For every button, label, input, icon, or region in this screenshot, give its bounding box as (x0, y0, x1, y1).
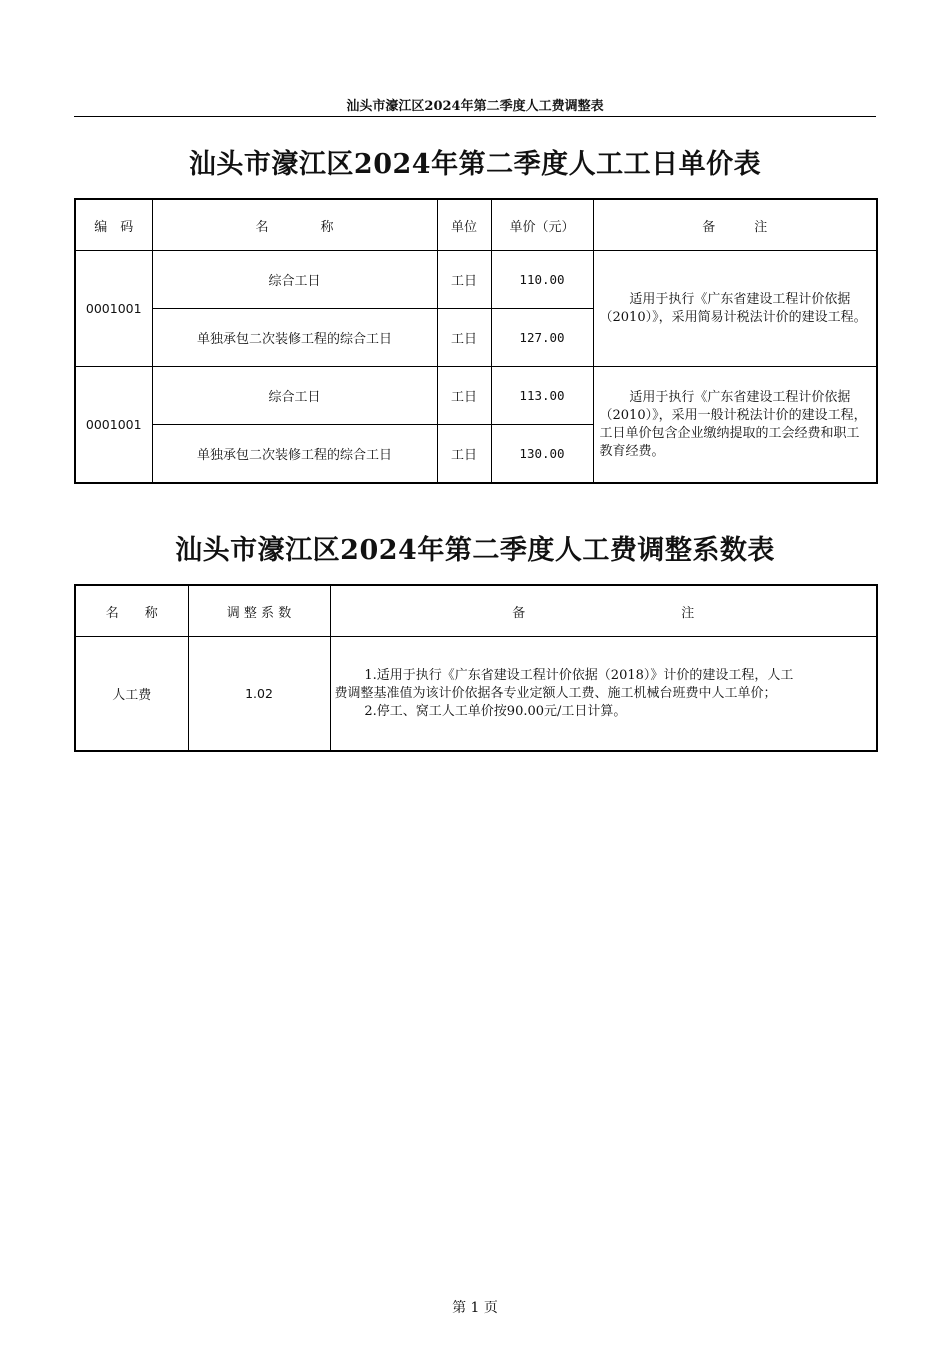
remark-cell (593, 251, 877, 367)
coefficient-cell: 1.02 (188, 637, 330, 752)
header-name: 名 称 (152, 199, 437, 251)
header-coefficient: 调 整 系 数 (188, 585, 330, 637)
header-unit: 单位 (437, 199, 491, 251)
table-header-row (75, 199, 877, 251)
remark-text: 适用于执行《广东省建设工程计价依据（2010）》，采用简易计税法计价的建设工程。 (599, 291, 867, 325)
code-cell: 0001001 (75, 367, 152, 484)
price-cell: 113.00 (491, 367, 593, 425)
table-row (75, 637, 877, 752)
remark-cell (330, 637, 877, 752)
name-cell: 综合工日 (152, 251, 437, 309)
header-code: 编 码 (75, 199, 152, 251)
page-number: 第 1 页 (452, 1300, 498, 1316)
price-cell: 127.00 (491, 309, 593, 367)
unit-cell: 工日 (437, 367, 491, 425)
unit-cell: 工日 (437, 425, 491, 484)
name-cell: 人工费 (75, 637, 188, 752)
table-row (75, 251, 877, 309)
header-name: 名 称 (75, 585, 188, 637)
table-row (75, 367, 877, 425)
table1-title: 汕头市濠江区2024年第二季度人工工日单价表 (188, 149, 762, 180)
table2-title: 汕头市濠江区2024年第二季度人工费调整系数表 (175, 535, 775, 566)
remark-line-2: 2.停工、窝工人工单价按90.00元/工日计算。 (364, 703, 627, 719)
unit-cell: 工日 (437, 251, 491, 309)
name-cell: 单独承包二次装修工程的综合工日 (152, 425, 437, 484)
code-cell: 0001001 (75, 251, 152, 367)
price-cell: 110.00 (491, 251, 593, 309)
header-divider (74, 116, 876, 117)
name-cell: 综合工日 (152, 367, 437, 425)
name-cell: 单独承包二次装修工程的综合工日 (152, 309, 437, 367)
table-header-row (75, 585, 877, 637)
header-remark: 备 注 (330, 585, 877, 637)
remark-cell (593, 367, 877, 484)
header-price: 单价（元） (491, 199, 593, 251)
price-cell: 130.00 (491, 425, 593, 484)
remark-line-1: 1.适用于执行《广东省建设工程计价依据（2018）》计价的建设工程，人工费调整基准值为该计价依据各专业定额人工费、施工机械台班费中人工单价； (334, 667, 794, 701)
page-header-title: 汕头市濠江区2024年第二季度人工费调整表 (346, 99, 604, 114)
unit-cell: 工日 (437, 309, 491, 367)
unit-price-table (74, 198, 878, 484)
remark-text: 适用于执行《广东省建设工程计价依据（2010）》，采用一般计税法计价的建设工程，工日单价包含企业缴纳提取的工会经费和职工教育经费。 (599, 389, 867, 459)
header-remark: 备 注 (593, 199, 877, 251)
adjustment-coefficient-table (74, 584, 878, 752)
